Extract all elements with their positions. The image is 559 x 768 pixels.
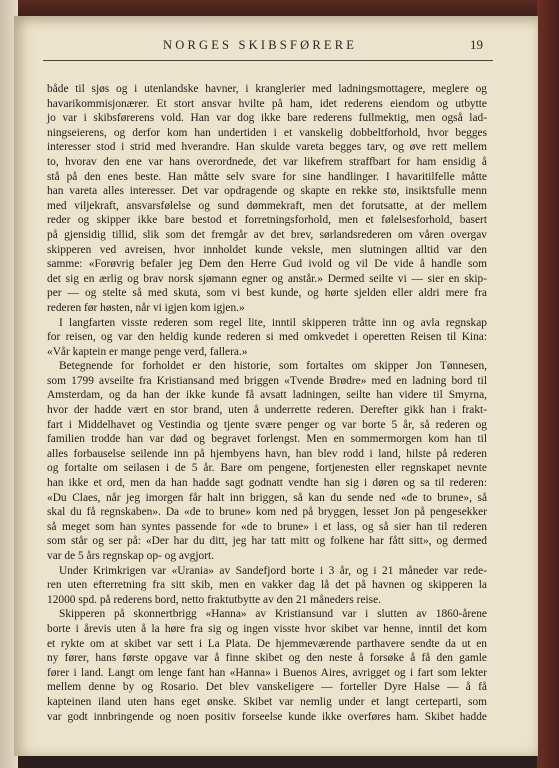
text-line: så meget som han syntes passende for «de to brune» i et lass, og så sier han til rederen [47,520,487,533]
text-line: rederen før høsten, når vi igjen kom igjen.» [47,301,245,314]
text-line: han ikke et ord, men da han hadde sagt godnatt vendte han sig i døren og sa til rederen: [47,477,487,490]
text-line: «Vår kaptein er mange penge verd, fallera.» [47,345,248,358]
text-line: og fortalte om seilasen i de 5 år. Bare om pengene, fortjenesten eller regnskapet nevnte [47,462,487,475]
text-line: for reisen, og var den heldig kunde rederen si med omkvedet i operetten Reisen til Kina: [47,331,487,344]
text-line: stå på den enes beste. Han måtte selv svare for sine handlinger. I havaritilfelle måtte [47,170,487,183]
text-line: fart i Middelhavet og Vestindia og tjente svære penger og var borte 5 år, så rederen og [47,418,487,431]
text-line: interesser stod i strid med hverandre. Han skulde vareta begges tarv, og øve rett mellem [47,141,487,154]
running-title: NORGES SKIBSFØRERE [163,38,358,52]
text-line: på gjensidig tillid, slik som det fremgår av det brev, sørlandsrederen om våren overgav [47,228,487,241]
text-line: jo var i skibsførerens vold. Han var dog ikke bare rederens fullmektig, men også lad- [47,112,487,125]
text-line: ningseierens, og derfor kom han undertiden i et vanskelig dobbeltforhold, hvor begges [47,126,487,139]
text-line: mellem denne by og Rosario. Det blev vanskeligere — forteller Dyre Halse — å få [47,681,487,694]
text-line: han vareta alles interesser. Det var opdragende og skapte en rekke stø, insiktsfulle menn [47,185,487,198]
text-line: kapteinen iland uten hans eget ønske. Skibet var nemlig under et langt certeparti, som [47,695,487,708]
page-number: 19 [470,37,483,52]
text-line: var godt innbringende og noen positiv forseelse kunde ikke overføres ham. Skibet hadde [47,710,487,723]
text-line: skal du få regnskaben». Da «de to brune» kom ned på bryggen, lesset Jon på pengesekker [47,506,487,519]
text-line: med viljekraft, ansvarsfølelse og sund dømmekraft, men det forutsatte, at der mellem [47,199,487,212]
text-line: borte i årevis uten å la høre fra sig og ingen visste hvor skibet var henne, inntil det kom [47,622,487,635]
text-line: familien trodde han var død og begravet forlengst. Men en sommermorgen kom han til [47,433,487,446]
text-line: to, hvorav den ene var hans overordnede, det var likefrem straffbart for ham ensidig å [47,155,487,168]
text-line: Under Krimkrigen var «Urania» av Sandefjord borte i 3 år, og i 21 måneder var rede- [59,564,487,577]
text-line: både til sjøs og i utenlandske havner, i kranglerier med ladningsmottagere, meglere og [47,83,487,95]
text-line: det sig en ærlig og brav norsk sjømann egner og anstår.» Dermed seilte vi — sier en skip- [47,272,487,285]
text-line: 12000 spd. på rederens bord, netto fraktutbytte av den 21 måneders reise. [47,593,382,606]
text-line: et rykte om at skibet var sett i La Plata. De hjemmeværende parthavere sendte da ut en [47,637,487,650]
text-line: var de 5 års regnskap op- og avgjort. [47,550,215,562]
text-line: ren uten efterretning fra sitt skib, men en vakker dag lå det på havnen og skipperen la [47,579,487,592]
text-line: alles forbauselse seilende inn på hjembyens havn, han blev rodd i land, hilste på rederen [47,447,487,460]
page-header [43,38,493,61]
text-line: hvor der hadde vært en stor brand, uten å underrette rederen. Derefter gikk han i frakt- [47,404,487,417]
body-text [47,82,487,724]
text-line: Skipperen på skonnertbrigg «Hanna» av Kristiansund var i slutten av 1860-årene [59,608,487,621]
text-line: skipperen ved avreisen, hvor innholdet kunde veksle, men slutningen alltid var den [47,243,487,256]
text-line: Betegnende for forholdet er den historie, som fortaltes om skipper Jon Tønnesen, [59,360,487,373]
text-line: som 1799 avseilte fra Kristiansand med briggen «Tvende Brødre» med en ladning bord til [47,374,487,387]
text-line: fører i land. Langt om lenge fant han «Hanna» i Buenos Aires, avrigget og i fart som lekter [47,666,487,679]
text-line: «Du Claes, når jeg imorgen får halt inn briggen, så kan du sende ned «de to brune», så [47,491,487,504]
text-line: samme: «Forøvrig befaler jeg Dem den Herre Gud ivold og vil De vide å handle som [47,258,487,271]
text-line: som står og ser på: «Der har du ditt, jeg har tatt mitt og folkene har fått sitt», og dermed [47,535,487,548]
text-line: I langfarten visste rederen som regel lite, inntil skipperen tråtte inn og avla regnskap [59,316,487,329]
text-line: reder og skipper ikke bare bestod et forretningsforhold, men et følelsesforhold, basert [47,214,487,227]
book-cover-right [537,0,559,768]
text-line: havarikommisjonærer. Et stort ansvar hvilte på ham, idet rederens eiendom og utbytte [47,97,487,110]
text-line: Amsterdam, og da han der ikke kunde få avsatt ladningen, seilte han videre til Smyrna, [47,389,487,402]
text-line: ny fører, hans første opgave var å finne skibet og den neste å forsøke å få den gamle [47,652,487,665]
text-line: per — og stelte så med skuta, som vi best kunde, og hørte sjelden eller aldri mere fra [47,287,487,300]
